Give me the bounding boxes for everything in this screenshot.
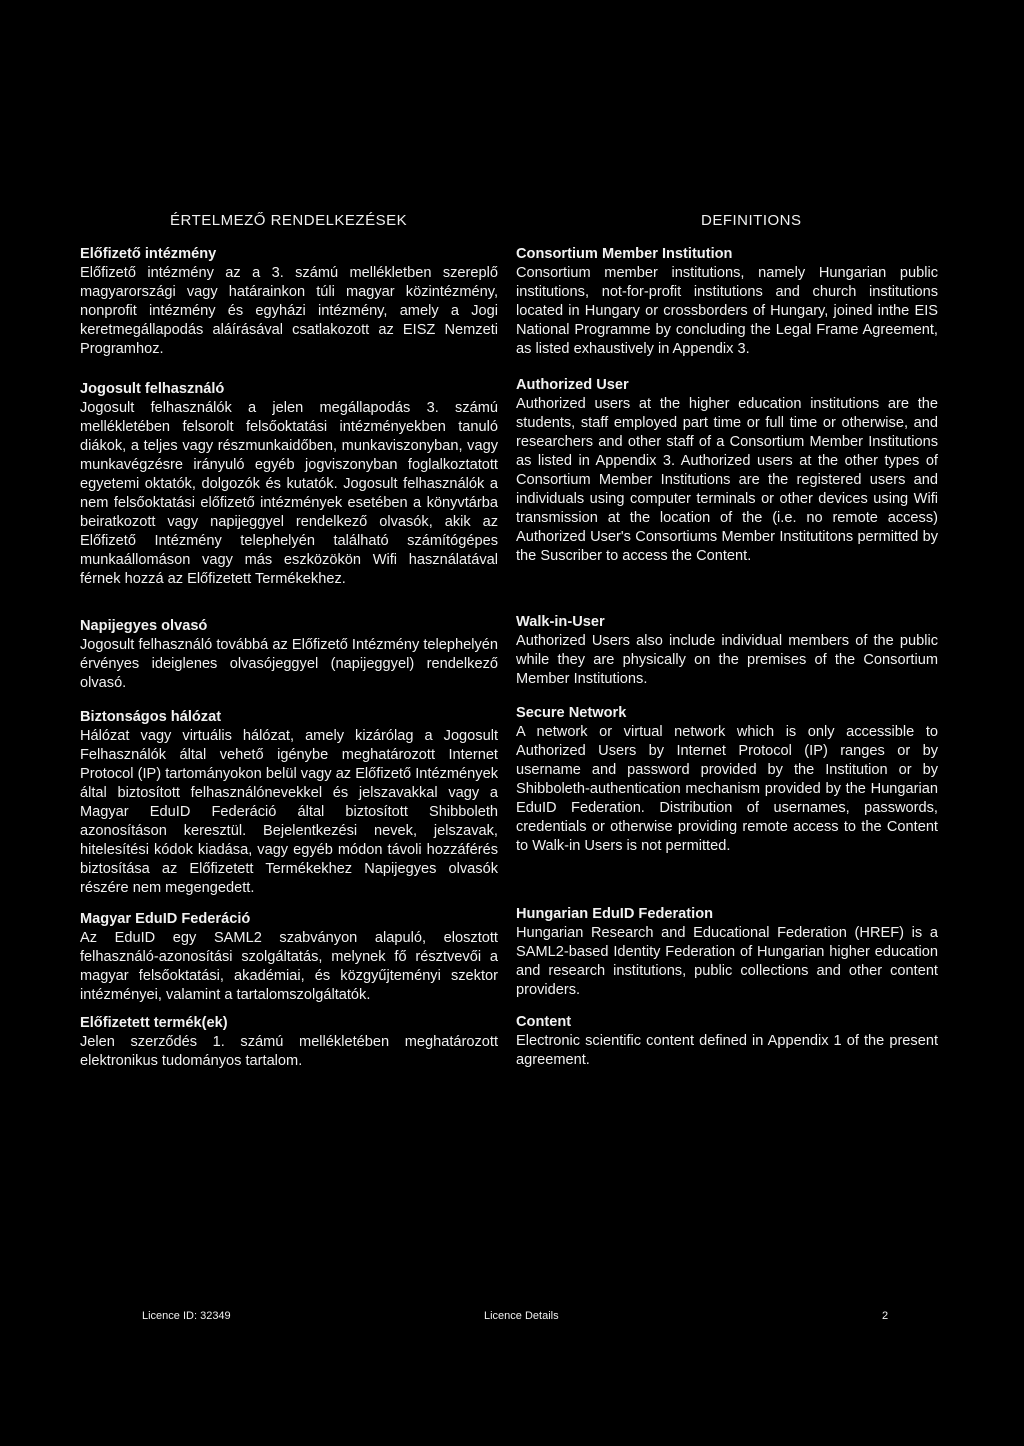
definition-section (516, 376, 938, 566)
definition-heading: Magyar EduID Federáció (80, 911, 251, 927)
definition-section (516, 1013, 938, 1070)
definition-heading: Előfizetett termék(ek) (80, 1015, 228, 1031)
definition-heading: Hungarian EduID Federation (516, 906, 714, 922)
definition-body: Az EduID egy SAML2 szabványon alapuló, elosztott felhasználó-azonosítási szolgáltatás, melynek fő résztvevői a magyar felsőoktatási, akadémiai, és közgyűjteményi szektor intézményei, valamint a tartalomszolgáltatók. (80, 930, 498, 1003)
footer-licence-id: Licence ID: 32349 (142, 1310, 231, 1322)
definition-body: Jogosult felhasználók a jelen megállapodás 3. számú mellékletében felsorolt felsőoktatási intézményekben tanuló diákok, a teljes vagy részmunkaidőben, munkaviszonyban, vagy munkavégzésre irányuló egyéb jogviszonyban foglalkoztatott egyetemi oktatók, dolgozók és kutatók. Jogosult felhasználók a nem felsőoktatási előfizető intézmények esetében a könyvtárba beiratkozott vagy napijeggyel rendelkező olvasók, akik az Előfizető Intézmény telephelyén található számítógépes munkaállomáson vagy más eszközökön Wifi használatával férnek hozzá az Előfizetett Termékekhez. (80, 400, 498, 587)
definition-section (80, 910, 498, 1005)
definition-body: Előfizető intézmény az a 3. számú mellékletben szereplő magyarországi vagy határainkon túli magyar közintézmény, nonprofit intézmény és egyházi intézmény, amely a Jogi keretmegállapodás aláírásával csatlakozott az EISZ Nemzeti Programhoz. (80, 265, 498, 357)
definition-heading: Biztonságos hálózat (80, 709, 222, 725)
definition-section (80, 380, 498, 589)
footer-page-number: 2 (882, 1310, 889, 1322)
definition-body: Consortium member institutions, namely Hungarian public institutions, not-for-profit institutions and church institutions located in Hungary or crossborders of Hungary, joined inthe EIS National Programme by concluding the Legal Frame Agreement, as listed exhaustively in Appendix 3. (516, 265, 938, 357)
definition-heading: Secure Network (516, 705, 627, 721)
definition-heading: Consortium Member Institution (516, 246, 733, 262)
definition-heading: Napijegyes olvasó (80, 618, 208, 634)
english-column-title: DEFINITIONS (701, 212, 802, 229)
definition-body: Authorized Users also include individual members of the public while they are physically on the premises of the Consortium Member Institutions. (516, 633, 938, 687)
definition-body: Hungarian Research and Educational Federation (HREF) is a SAML2-based Identity Federation of Hungarian higher education and research institutions, public collections and other content providers. (516, 925, 938, 998)
definition-heading: Jogosult felhasználó (80, 381, 225, 397)
definition-section (516, 613, 938, 689)
definition-section (516, 704, 938, 856)
definition-heading: Walk-in-User (516, 614, 605, 630)
definition-section (516, 245, 938, 359)
definition-body: Jogosult felhasználó továbbá az Előfizető Intézmény telephelyén érvényes ideiglenes olvasójeggyel (napijeggyel) rendelkező olvasó. (80, 637, 498, 691)
definition-heading: Content (516, 1014, 572, 1030)
hungarian-column-title: ÉRTELMEZŐ RENDELKEZÉSEK (170, 212, 408, 229)
definition-heading: Előfizető intézmény (80, 246, 217, 262)
definition-section (80, 245, 498, 359)
definition-body: Electronic scientific content defined in Appendix 1 of the present agreement. (516, 1033, 938, 1068)
definition-body: Hálózat vagy virtuális hálózat, amely kizárólag a Jogosult Felhasználók által vehető igénybe meghatározott Internet Protocol (IP) tartományokon belül vagy az Előfizető Intézmények által biztosított felhasználónevekkel és jelszavakkal vagy a Magyar EduID Federáció által biztosított Shibboleth azonosításon keresztül. Bejelentkezési nevek, jelszavak, hitelesítési kódok kiadása, vagy egyéb módon távoli hozzáférés biztosítása az Előfizetett Termékekhez Napijegyes olvasók részére nem megengedett. (80, 728, 498, 896)
definition-section (80, 617, 498, 693)
definition-body: Authorized users at the higher education institutions are the students, staff employed part time or full time or otherwise, and researchers and other staff of a Consortium Member Institutions as listed in Appendix 3. Authorized users at the other types of Consortium Member Institutions are the registered users and individuals using computer terminals or other devices using Wifi transmission at the location of the (i.e. no remote access) Authorized User's Consortiums Member Institutitons permitted by the Suscriber to access the Content. (516, 396, 938, 564)
definition-body: A network or virtual network which is only accessible to Authorized Users by Internet Protocol (IP) ranges or by username and password provided by the Institution or by Shibboleth-authentication mechanism provided by the Hungarian EduID Federation. Distribution of usernames, passwords, credentials or otherwise providing remote access to the Content to Walk-in Users is not permitted. (516, 724, 938, 854)
definition-section (80, 708, 498, 898)
definition-section (80, 1014, 498, 1071)
definition-heading: Authorized User (516, 377, 629, 393)
footer-licence-details: Licence Details (484, 1310, 559, 1322)
definition-body: Jelen szerződés 1. számú mellékletében meghatározott elektronikus tudományos tartalom. (80, 1034, 498, 1069)
definition-section (516, 905, 938, 1000)
